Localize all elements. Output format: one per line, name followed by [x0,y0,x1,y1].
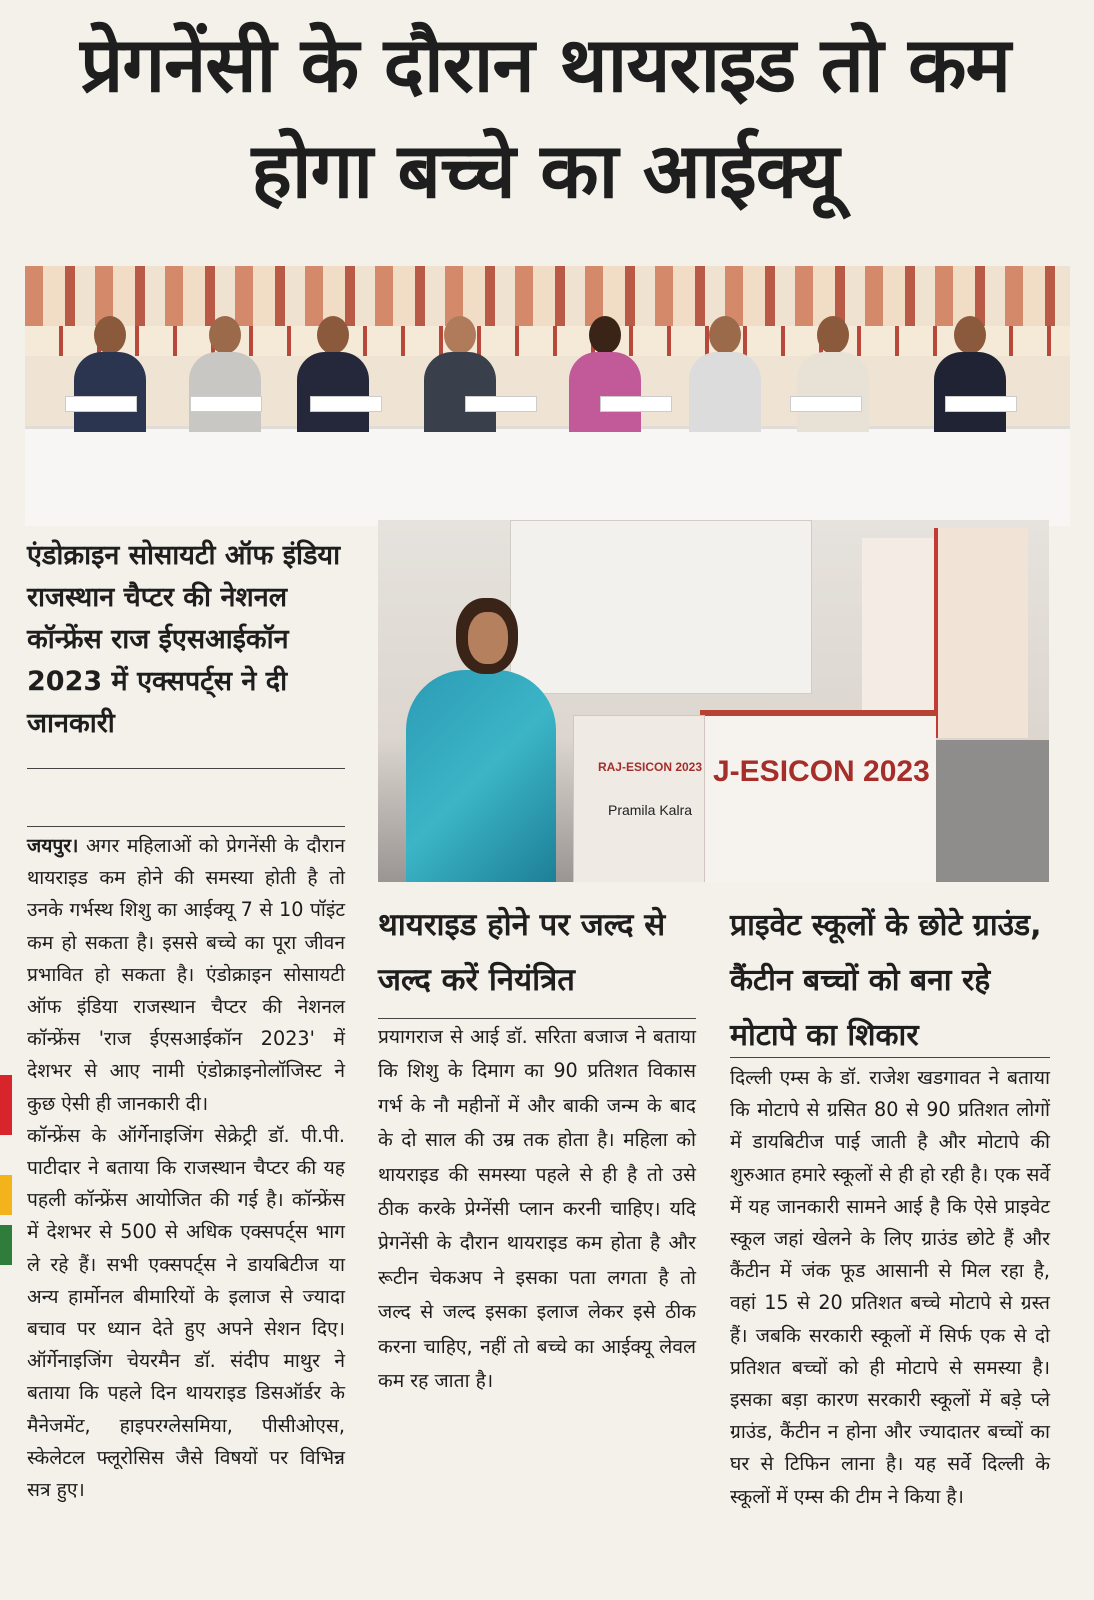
column-2-heading: थायराइड होने पर जल्द से जल्द करें नियंत्रित [378,907,666,998]
main-headline: प्रेगनेंसी के दौरान थायराइड तो कम होगा बच्चे का आईक्यू [80,20,1010,215]
divider [27,826,345,827]
divider [378,1018,696,1019]
column-2-para: प्रयागराज से आई डॉ. सरिता बजाज ने बताया कि शिशु के दिमाग का 90 प्रतिशत विकास गर्भ के नौ महीनों में और बाकी जन्म के बाद के दो साल की उम्र तक होता है। महिला को थायराइड की समस्या पहले से ही है तो उसे ठीक करके प्रेग्नेंसी प्लान करनी चाहिए। यदि प्रेगनेंसी के दौरान थायराइड कम होता है और रूटीन चेकअप ने इसका पता लगता है तो जल्द से जल्द इसका इलाज लेकर इसे ठीक करना चाहिए, नहीं तो बच्चे का आईक्यू लेवल कम रह जाता है। [378,1025,696,1393]
column-3-heading: प्राइवेट स्कूलों के छोटे ग्राउंड, कैंटीन बच्चों को बना रहे मोटापे का शिकार [730,908,1042,1053]
divider [730,1057,1050,1058]
podium-logo-text: RAJ-ESICON 2023 [597,760,703,774]
adjacent-page-edge [0,1075,12,1285]
column-3-para: दिल्ली एम्स के डॉ. राजेश खडगावत ने बताया कि मोटापे से ग्रसित 80 से 90 प्रतिशत लोगों में डायबिटीज पाई जाती है और मोटापे की शुरुआत हमारे स्कूलों से ही हो रही है। एक सर्वे में यह जानकारी सामने आई है कि ऐसे प्राइवेट स्कूल जहां खेलने के लिए ग्राउंड छोटे हैं और कैंटीन में जंक फूड आसानी से मिल रहा है, वहां 15 से 20 प्रतिशत बच्चे मोटापे से ग्रस्त हैं। जबकि सरकारी स्कूलों में सिर्फ एक से दो प्रतिशत बच्चों को ही मोटापे से समस्या है। इसका बड़ा कारण सरकारी स्कूलों में बड़े प्ले ग्राउंड, कैंटीन न होना और ज्यादातर बच्चों का घर से टिफिन लाना है। यह सर्वे दिल्ली के स्कूलों में एम्स की टीम ने किया है। [730,1066,1050,1508]
column-3-body [730,1062,1050,1513]
dateline: जयपुर। [27,834,79,857]
column-1-para-2: कॉन्फ्रेंस के ऑर्गेनाइजिंग सेक्रेट्री डॉ. पी.पी. पाटीदार ने बताया कि राजस्थान चैप्टर की यह पहली कॉन्फ्रेंस आयोजित की गई है। कॉन्फ्रेंस में देशभर से 500 से अधिक एक्सपर्ट्स भाग ले रहे हैं। सभी एक्सपर्ट्स ने डायबिटीज या अन्य हार्मोनल बीमारियों के इलाज से ज्यादा बचाव पर ध्यान देते हुए अपने सेशन दिए। ऑर्गेनाइजिंग चेयरमैन डॉ. संदीप माथुर ने बताया कि पहले दिन थायराइड डिसऑर्डर के मैनेजमेंट, हाइपरग्लेसमिया, पीसीओएस, स्केलेटल फ्लूरोसिस जैसे विषयों पर विभिन्न सत्र हुए। [27,1123,345,1502]
column-1-para-1: अगर महिलाओं को प्रेगनेंसी के दौरान थायराइड कम होने की समस्या होती है तो उनके गर्भस्थ शिशु का आईक्यू 7 से 10 पॉइंट कम हो सकता है। इससे बच्चे का पूरा जीवन प्रभावित हो सकता है। एंडोक्राइन सोसायटी ऑफ इंडिया राजस्थान चैप्टर की नेशनल कॉन्फ्रेंस 'राज ईएसआईकॉन 2023' में देशभर से आए नामी एंडोक्राइनोलॉजिस्ट ने कुछ ऐसी ही जानकारी दी। [27,834,345,1115]
sub-deck: एंडोक्राइन सोसायटी ऑफ इंडिया राजस्थान चैप्टर की नेशनल कॉन्फ्रेंस राज ईएसआईकॉन 2023 में एक्सपर्ट्स ने दी जानकारी [27,540,341,739]
divider [27,768,345,769]
backdrop-text: J-ESICON 2023 [713,755,930,788]
podium-name-text: Pramila Kalra [607,802,693,818]
column-1-body [27,830,345,1506]
column-2-body [378,1020,696,1398]
conference-dais-photo [25,266,1070,526]
speaker-podium-photo [378,520,1049,882]
